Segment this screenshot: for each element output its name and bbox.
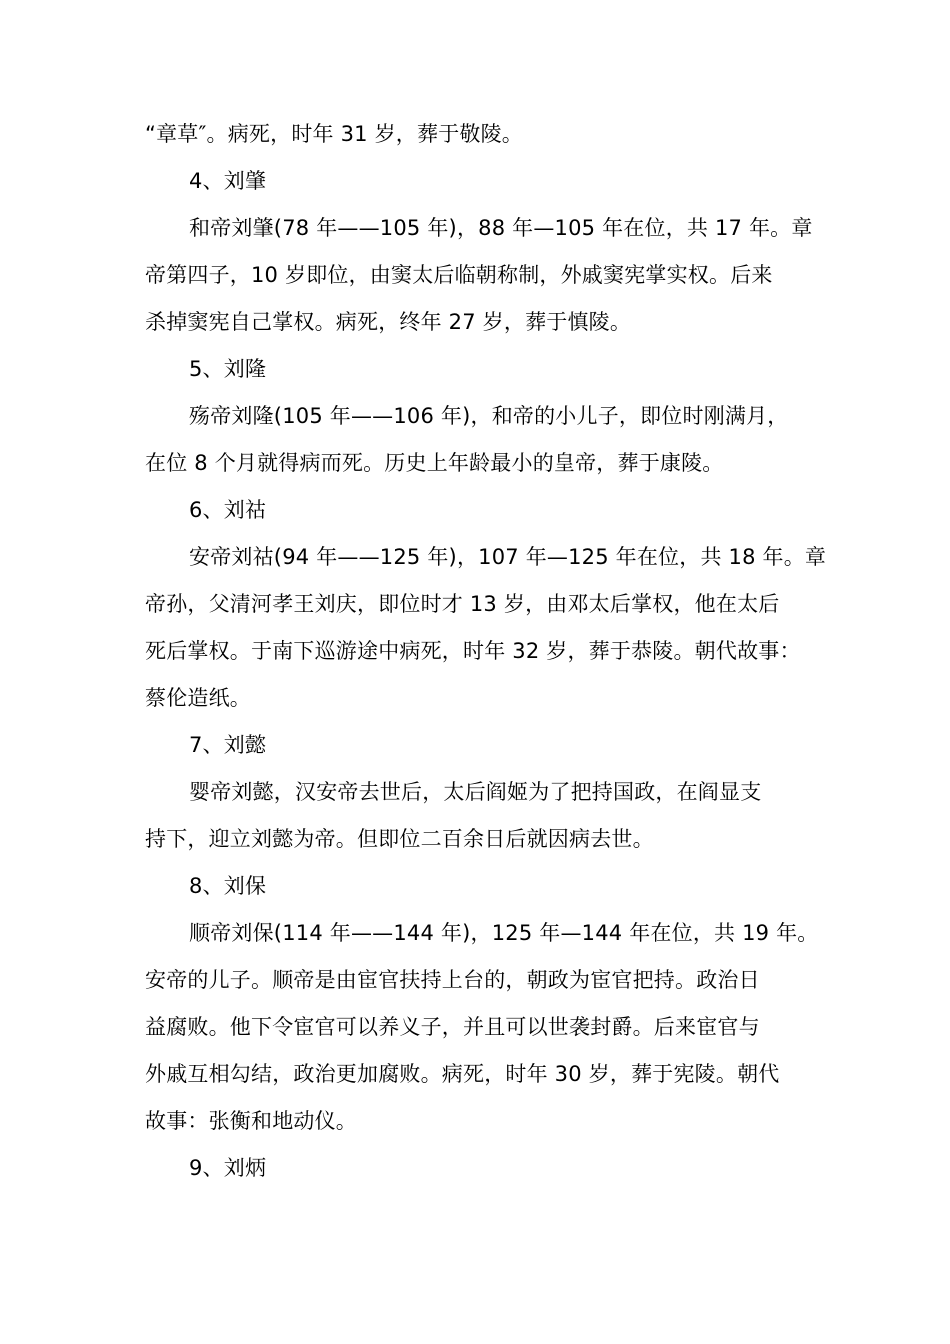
- text-line: 安帝的儿子。顺帝是由宦官扶持上台的，朝政为宦官把持。政治日: [145, 968, 760, 992]
- text-line: 殇帝刘隆(105 年——106 年)，和帝的小儿子，即位时刚满月，: [189, 404, 789, 428]
- text-line: 帝第四子，10 岁即位，由窦太后临朝称制，外戚窦宪掌实权。后来: [145, 263, 773, 287]
- text-line: “章草″。病死，时年 31 岁，葬于敬陵。: [145, 122, 523, 146]
- document-body: [145, 111, 827, 1192]
- text-line: 死后掌权。于南下巡游途中病死，时年 32 岁，葬于恭陵。朝代故事：: [145, 639, 801, 663]
- section-heading: 5、刘隆: [189, 357, 267, 381]
- section-heading: 8、刘保: [189, 874, 267, 898]
- text-line: 在位 8 个月就得病而死。历史上年龄最小的皇帝，葬于康陵。: [145, 451, 724, 475]
- section-heading: 6、刘祜: [189, 498, 267, 522]
- text-line: 外戚互相勾结，政治更加腐败。病死，时年 30 岁，葬于宪陵。朝代: [145, 1062, 780, 1086]
- section-heading: 7、刘懿: [189, 733, 267, 757]
- text-line: 帝孙，父清河孝王刘庆，即位时才 13 岁，由邓太后掌权，他在太后: [145, 592, 780, 616]
- text-line: 婴帝刘懿，汉安帝去世后，太后阎姬为了把持国政，在阎显支: [189, 780, 762, 804]
- text-line: 持下，迎立刘懿为帝。但即位二百余日后就因病去世。: [145, 827, 654, 851]
- section-heading: 9、刘炳: [189, 1156, 267, 1180]
- text-line: 顺帝刘保(114 年——144 年)，125 年—144 年在位，共 19 年。: [189, 921, 819, 945]
- text-line: 益腐败。他下令宦官可以养义子，并且可以世袭封爵。后来宦官与: [145, 1015, 760, 1039]
- text-line: 蔡伦造纸。: [145, 686, 251, 710]
- section-heading: 4、刘肇: [189, 169, 267, 193]
- text-line: 故事：张衡和地动仪。: [145, 1109, 357, 1133]
- text-line: 安帝刘祜(94 年——125 年)，107 年—125 年在位，共 18 年。章: [189, 545, 827, 569]
- text-line: 杀掉窦宪自己掌权。病死，终年 27 岁，葬于慎陵。: [145, 310, 632, 334]
- text-line: 和帝刘肇(78 年——105 年)，88 年—105 年在位，共 17 年。章: [189, 216, 813, 240]
